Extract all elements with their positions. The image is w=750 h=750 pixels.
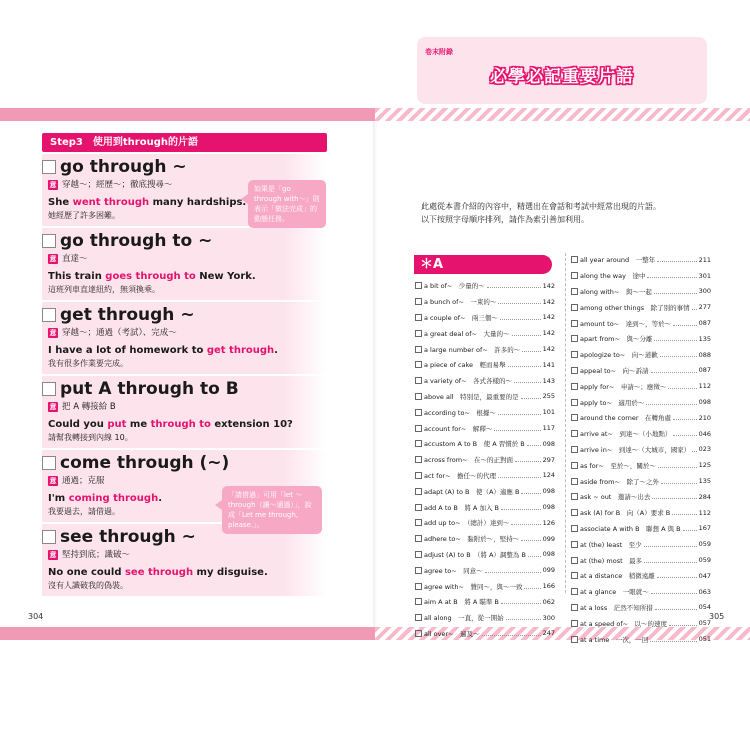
index-phrase: apologize to~ 向～道歉 [580,351,658,360]
example-chinese: 沒有人識破我的偽裝。 [48,581,128,590]
index-column-2 [571,252,711,647]
index-phrase: at a time 一次，一回 [580,635,649,644]
leader-dots [528,556,541,557]
index-phrase: at a speed of~ 以～的速度 [580,619,668,628]
checkbox-icon[interactable] [415,472,422,479]
checkbox-icon[interactable] [415,535,422,542]
index-phrase: according to~ 根據～ [424,408,496,417]
index-page: 126 [542,518,555,527]
index-phrase: account for~ 解釋～ [424,424,493,433]
checkbox-icon[interactable] [42,382,56,396]
index-row[interactable] [571,284,711,300]
checkbox-icon[interactable] [415,504,422,511]
checkbox-icon[interactable] [415,361,422,368]
index-row[interactable] [571,489,711,505]
index-page: 088 [698,350,711,359]
index-row[interactable] [415,626,555,642]
index-phrase: as for~ 至於～，關於～ [580,461,656,470]
leader-dots [651,593,697,594]
phrase-title: go through to ~ [60,231,213,251]
index-page: 277 [698,303,711,312]
checkbox-icon[interactable] [415,314,422,321]
index-row[interactable] [415,325,555,341]
example-english: This train goes through to New York. [48,271,256,282]
index-phrase: amount to~ 達到～，等於～ [580,319,672,328]
leader-dots [485,572,541,573]
checkbox-icon[interactable] [571,414,578,421]
index-page: 062 [542,597,555,606]
checkbox-icon[interactable] [42,308,56,322]
phrase-entry [42,228,327,300]
leader-dots [498,414,541,415]
meaning-badge-icon: 意 [49,255,57,263]
index-phrase: arrive in~ 到達～（大城市，國家） [580,445,691,454]
checkbox-icon[interactable] [415,440,422,447]
leader-dots [655,609,697,610]
checkbox-icon[interactable] [571,588,578,595]
checkbox-icon[interactable] [415,425,422,432]
index-page: 255 [542,392,555,401]
leader-dots [683,530,697,531]
leader-dots [521,398,541,399]
index-page: 087 [698,319,711,328]
index-page: 300 [698,287,711,296]
leader-dots [508,366,541,367]
leader-dots [692,309,697,310]
checkbox-icon[interactable] [415,567,422,574]
checkbox-icon[interactable] [571,288,578,295]
checkbox-icon[interactable] [415,598,422,605]
index-phrase: apply to~ 適用於～ [580,398,645,407]
checkbox-icon[interactable] [571,572,578,579]
leader-dots [673,435,696,436]
checkbox-icon[interactable] [571,541,578,548]
appendix-title-box [417,37,707,104]
index-row[interactable] [571,442,711,458]
leader-dots [511,524,540,525]
step-header: Step3 使用到through的片語 [42,133,327,152]
index-row[interactable] [571,299,711,315]
index-row[interactable] [571,410,711,426]
index-page: 059 [698,556,711,565]
checkbox-icon[interactable] [415,456,422,463]
index-row[interactable] [571,378,711,394]
phrase-meaning: 堅持到底；識破～ [62,550,131,560]
leader-dots [522,351,540,352]
leader-dots [498,303,540,304]
index-page: 046 [698,429,711,438]
index-row[interactable] [571,521,711,537]
meaning-badge-icon: 意 [49,181,57,189]
index-page: 112 [698,508,711,517]
leader-dots [506,619,541,620]
leader-dots [501,509,541,510]
index-page: 101 [542,408,555,417]
index-page: 284 [698,492,711,501]
section-a-header: ＊A [414,255,552,274]
checkbox-icon[interactable] [571,478,578,485]
index-page: 247 [542,629,555,638]
example-english: I have a lot of homework to get through. [48,345,278,356]
index-row[interactable] [415,389,555,405]
index-phrase: all year around 一整年 [580,256,656,265]
index-row[interactable] [571,600,711,616]
index-phrase: a bit of~ 少量的～ [424,282,485,291]
top-band-left [0,108,375,121]
leader-dots [673,419,697,420]
index-page: 142 [542,281,555,290]
index-row[interactable] [415,531,555,547]
index-page: 023 [698,445,711,454]
leader-dots [654,340,696,341]
example-english: She went through many hardships. [48,197,247,208]
index-phrase: associate A with B 聯想 A 與 B [580,524,681,533]
index-row[interactable] [571,268,711,284]
index-page: 063 [698,587,711,596]
index-page: 166 [542,582,555,591]
leader-dots [660,356,697,357]
index-row[interactable] [415,562,555,578]
leader-dots [668,388,696,389]
index-phrase: apply for~ 申請～；應徵～ [580,382,667,391]
index-phrase: along the way 途中 [580,272,646,281]
index-phrase: at a loss 茫然不知所措 [580,603,653,612]
index-row[interactable] [415,578,555,594]
index-row[interactable] [415,452,555,468]
leader-dots [669,625,697,626]
index-page: 054 [698,603,711,612]
phrase-meaning: 穿越～；通過（考試）、完成～ [62,328,177,338]
index-phrase: all over~ 遍及～ [424,629,480,638]
leader-dots [657,261,696,262]
phrase-entry [42,302,327,374]
meaning-badge-icon: 意 [49,329,57,337]
leader-dots [658,467,697,468]
index-phrase: agree with~ 贊同～，與～一致 [424,582,523,591]
checkbox-icon[interactable] [571,430,578,437]
index-row[interactable] [571,631,711,647]
leader-dots [521,540,540,541]
index-row[interactable] [415,310,555,326]
checkbox-icon[interactable] [571,493,578,500]
index-phrase: a great deal of~ 大量的～ [424,329,510,338]
index-page: 087 [698,366,711,375]
index-page: 135 [698,477,711,486]
leader-dots [661,483,697,484]
index-page: 098 [698,398,711,407]
checkbox-icon[interactable] [571,272,578,279]
leader-dots [527,445,541,446]
index-page: 143 [542,376,555,385]
index-phrase: across from~ 在～的正對面 [424,456,513,465]
index-page: 301 [698,271,711,280]
meaning-badge-icon: 意 [49,551,57,559]
index-phrase: aim A at B 將 A 瞄準 B [424,598,499,607]
tip-bubble: 「請借過」可用「let ～ through（讓～通過）」，說成「Let me through, please.」。 [222,486,322,534]
index-page: 125 [698,461,711,470]
tip-bubble: 如果是「go through with～」則表示「做法完成」的動態任務。 [248,180,326,228]
checkbox-icon[interactable] [571,351,578,358]
checkbox-icon[interactable] [571,383,578,390]
example-english: No one could see through my disguise. [48,567,268,578]
example-chinese: 這班列車直達紐約，無須換乘。 [48,285,160,294]
index-phrase: a piece of cake 輕而易舉 [424,361,506,370]
index-page: 142 [542,313,555,322]
index-row[interactable] [571,252,711,268]
checkbox-icon[interactable] [415,298,422,305]
checkbox-icon[interactable] [415,377,422,384]
index-row[interactable] [571,363,711,379]
index-row[interactable] [571,584,711,600]
index-phrase: add up to~ （總計）達到～ [424,519,510,528]
leader-dots [651,372,697,373]
index-phrase: all along 一直，從一開始 [424,614,504,623]
index-phrase: a variety of~ 各式各樣的～ [424,377,513,386]
meaning-badge-icon: 意 [49,477,57,485]
index-page: 112 [698,382,711,391]
example-chinese: 請幫我轉接到內線 10。 [48,433,133,442]
index-page: 117 [542,424,555,433]
index-phrase: accustom A to B 使 A 習慣於 B [424,440,525,449]
index-phrase: at (the) least 至少 [580,540,642,549]
index-row[interactable] [415,468,555,484]
checkbox-icon[interactable] [571,399,578,406]
index-row[interactable] [415,436,555,452]
leader-dots [657,577,697,578]
checkbox-icon[interactable] [42,456,56,470]
phrase-entry [42,524,327,596]
index-page: 047 [698,571,711,580]
phrase-title: come through (~) [60,453,230,473]
index-page: 051 [698,635,711,644]
index-phrase: ask (A) for B 向（A）要求 B [580,509,671,518]
checkbox-icon[interactable] [415,393,422,400]
leader-dots [644,562,696,563]
index-column-1 [415,278,555,641]
leader-dots [501,603,541,604]
index-row[interactable] [415,594,555,610]
index-phrase: act for~ 擔任～的代理 [424,471,497,480]
book-gutter [373,121,377,627]
leader-dots [482,635,541,636]
index-phrase: along with~ 與～一起 [580,287,652,296]
index-row[interactable] [415,547,555,563]
checkbox-icon[interactable] [571,557,578,564]
appendix-title: 必學必記重要片語 [490,67,634,87]
index-row[interactable] [415,404,555,420]
checkbox-icon[interactable] [415,583,422,590]
index-row[interactable] [415,294,555,310]
example-chinese: 我有很多作業要完成。 [48,359,128,368]
index-row[interactable] [571,331,711,347]
checkbox-icon[interactable] [415,630,422,637]
index-row[interactable] [571,552,711,568]
index-page: 099 [542,534,555,543]
index-page: 300 [542,613,555,622]
leader-dots [650,641,696,642]
phrase-meaning: 穿越～；經歷～；徹底搜尋～ [62,180,173,190]
leader-dots [512,335,541,336]
index-row[interactable] [415,499,555,515]
index-page: 124 [542,471,555,480]
leader-dots [494,430,540,431]
index-page: 099 [542,566,555,575]
index-page: 098 [542,439,555,448]
index-phrase: at a distance 稍微遠離 [580,572,655,581]
index-page: 098 [542,487,555,496]
index-row[interactable] [415,373,555,389]
leader-dots [647,277,696,278]
index-page: 135 [698,334,711,343]
leader-dots [652,498,696,499]
index-row[interactable] [571,473,711,489]
bottom-band-left [0,627,375,640]
example-chinese: 我要過去，請借過。 [48,507,120,516]
checkbox-icon[interactable] [571,256,578,263]
index-page: 167 [698,524,711,533]
appendix-tab-label: 卷末附錄 [425,48,453,56]
example-english: I'm coming through. [48,493,163,504]
index-page: 141 [542,360,555,369]
index-page: 142 [542,345,555,354]
leader-dots [521,493,540,494]
meaning-badge-icon: 意 [49,403,57,411]
index-row[interactable] [415,610,555,626]
index-phrase: around the corner 在轉角處 [580,414,672,423]
leader-dots [487,287,541,288]
checkbox-icon[interactable] [571,304,578,311]
index-row[interactable] [571,315,711,331]
index-row[interactable] [415,515,555,531]
checkbox-icon[interactable] [42,530,56,544]
index-phrase: a couple of~ 兩三個～ [424,313,498,322]
leader-dots [672,514,696,515]
index-row[interactable] [415,420,555,436]
leader-dots [515,461,541,462]
index-phrase: at (the) most 最多 [580,556,643,565]
phrase-title: get through ~ [60,305,195,325]
checkbox-icon[interactable] [571,446,578,453]
index-phrase: adjust (A) to B （將 A）調整為 B [424,550,526,559]
index-phrase: above all 特別是，最重要的是 [424,392,519,401]
leader-dots [646,404,696,405]
leader-dots [673,325,696,326]
checkbox-icon[interactable] [415,614,422,621]
index-page: 057 [698,619,711,628]
index-page: 142 [542,329,555,338]
checkbox-icon[interactable] [571,620,578,627]
phrase-title: go through ~ [60,157,187,177]
leader-dots [524,588,540,589]
index-page: 210 [698,413,711,422]
index-row[interactable] [571,426,711,442]
checkbox-icon[interactable] [42,234,56,248]
checkbox-icon[interactable] [415,346,422,353]
index-phrase: ask ~ out 邀請～出去 [580,493,651,502]
example-english: Could you put me through to extension 10? [48,419,293,430]
phrase-meaning: 通過；克服 [62,476,105,486]
index-row[interactable] [415,278,555,294]
index-phrase: adhere to~ 黏附於～，堅持～ [424,535,520,544]
index-row[interactable] [571,568,711,584]
checkbox-icon[interactable] [42,160,56,174]
index-phrase: add A to B 將 A 加入 B [424,503,499,512]
index-phrase: aside from~ 除了～之外 [580,477,659,486]
checkbox-icon[interactable] [571,604,578,611]
page-number-right: 305 [709,612,725,621]
checkbox-icon[interactable] [571,335,578,342]
index-phrase: at a glance 一眼就～ [580,588,649,597]
index-row[interactable] [571,615,711,631]
phrase-entry [42,376,327,448]
checkbox-icon[interactable] [571,509,578,516]
checkbox-icon[interactable] [415,519,422,526]
index-page: 098 [542,503,555,512]
checkbox-icon[interactable] [415,330,422,337]
index-phrase: among other things 除了別的事情 [580,303,690,312]
index-row[interactable] [415,483,555,499]
index-phrase: adapt (A) to B 使（A）適應 B [424,487,520,496]
index-row[interactable] [571,457,711,473]
phrase-meaning: 直達～ [62,254,88,264]
checkbox-icon[interactable] [415,409,422,416]
leader-dots [514,382,541,383]
index-row[interactable] [571,536,711,552]
phrase-title: put A through to B [60,379,239,399]
index-page: 142 [542,297,555,306]
index-row[interactable] [571,394,711,410]
index-phrase: appeal to~ 向～訴請 [580,366,649,375]
index-phrase: a bunch of~ 一束的～ [424,298,497,307]
index-phrase: agree to~ 同意～ [424,566,483,575]
top-band-right [375,108,750,121]
checkbox-icon[interactable] [415,282,422,289]
phrase-meaning: 把 A 轉接給 B [62,402,116,412]
index-phrase: a large number of~ 許多的～ [424,345,521,354]
example-chinese: 她經歷了許多困難。 [48,211,120,220]
index-page: 211 [698,255,711,264]
checkbox-icon[interactable] [571,320,578,327]
column-divider [565,253,566,593]
index-phrase: arrive at~ 到達～（小地點） [580,430,672,439]
index-page: 059 [698,540,711,549]
checkbox-icon[interactable] [571,525,578,532]
index-page: 098 [542,550,555,559]
leader-dots [644,546,697,547]
index-page: 297 [542,455,555,464]
checkbox-icon[interactable] [571,636,578,643]
index-row[interactable] [415,341,555,357]
leader-dots [654,293,697,294]
phrase-title: see through ~ [60,527,196,547]
checkbox-icon[interactable] [571,462,578,469]
index-phrase: apart from~ 與～分離 [580,335,653,344]
appendix-intro: 此處從本書介紹的內容中，精選出在會話和考試中經常出現的片語。 以下按照字母順序排列，請作為索引善加利用。 [421,202,661,224]
checkbox-icon[interactable] [415,551,422,558]
index-row[interactable] [571,505,711,521]
leader-dots [498,477,541,478]
checkbox-icon[interactable] [415,488,422,495]
page-number-left: 304 [28,612,44,621]
index-row[interactable] [415,357,555,373]
index-row[interactable] [571,347,711,363]
checkbox-icon[interactable] [571,367,578,374]
leader-dots [692,451,696,452]
leader-dots [500,319,541,320]
